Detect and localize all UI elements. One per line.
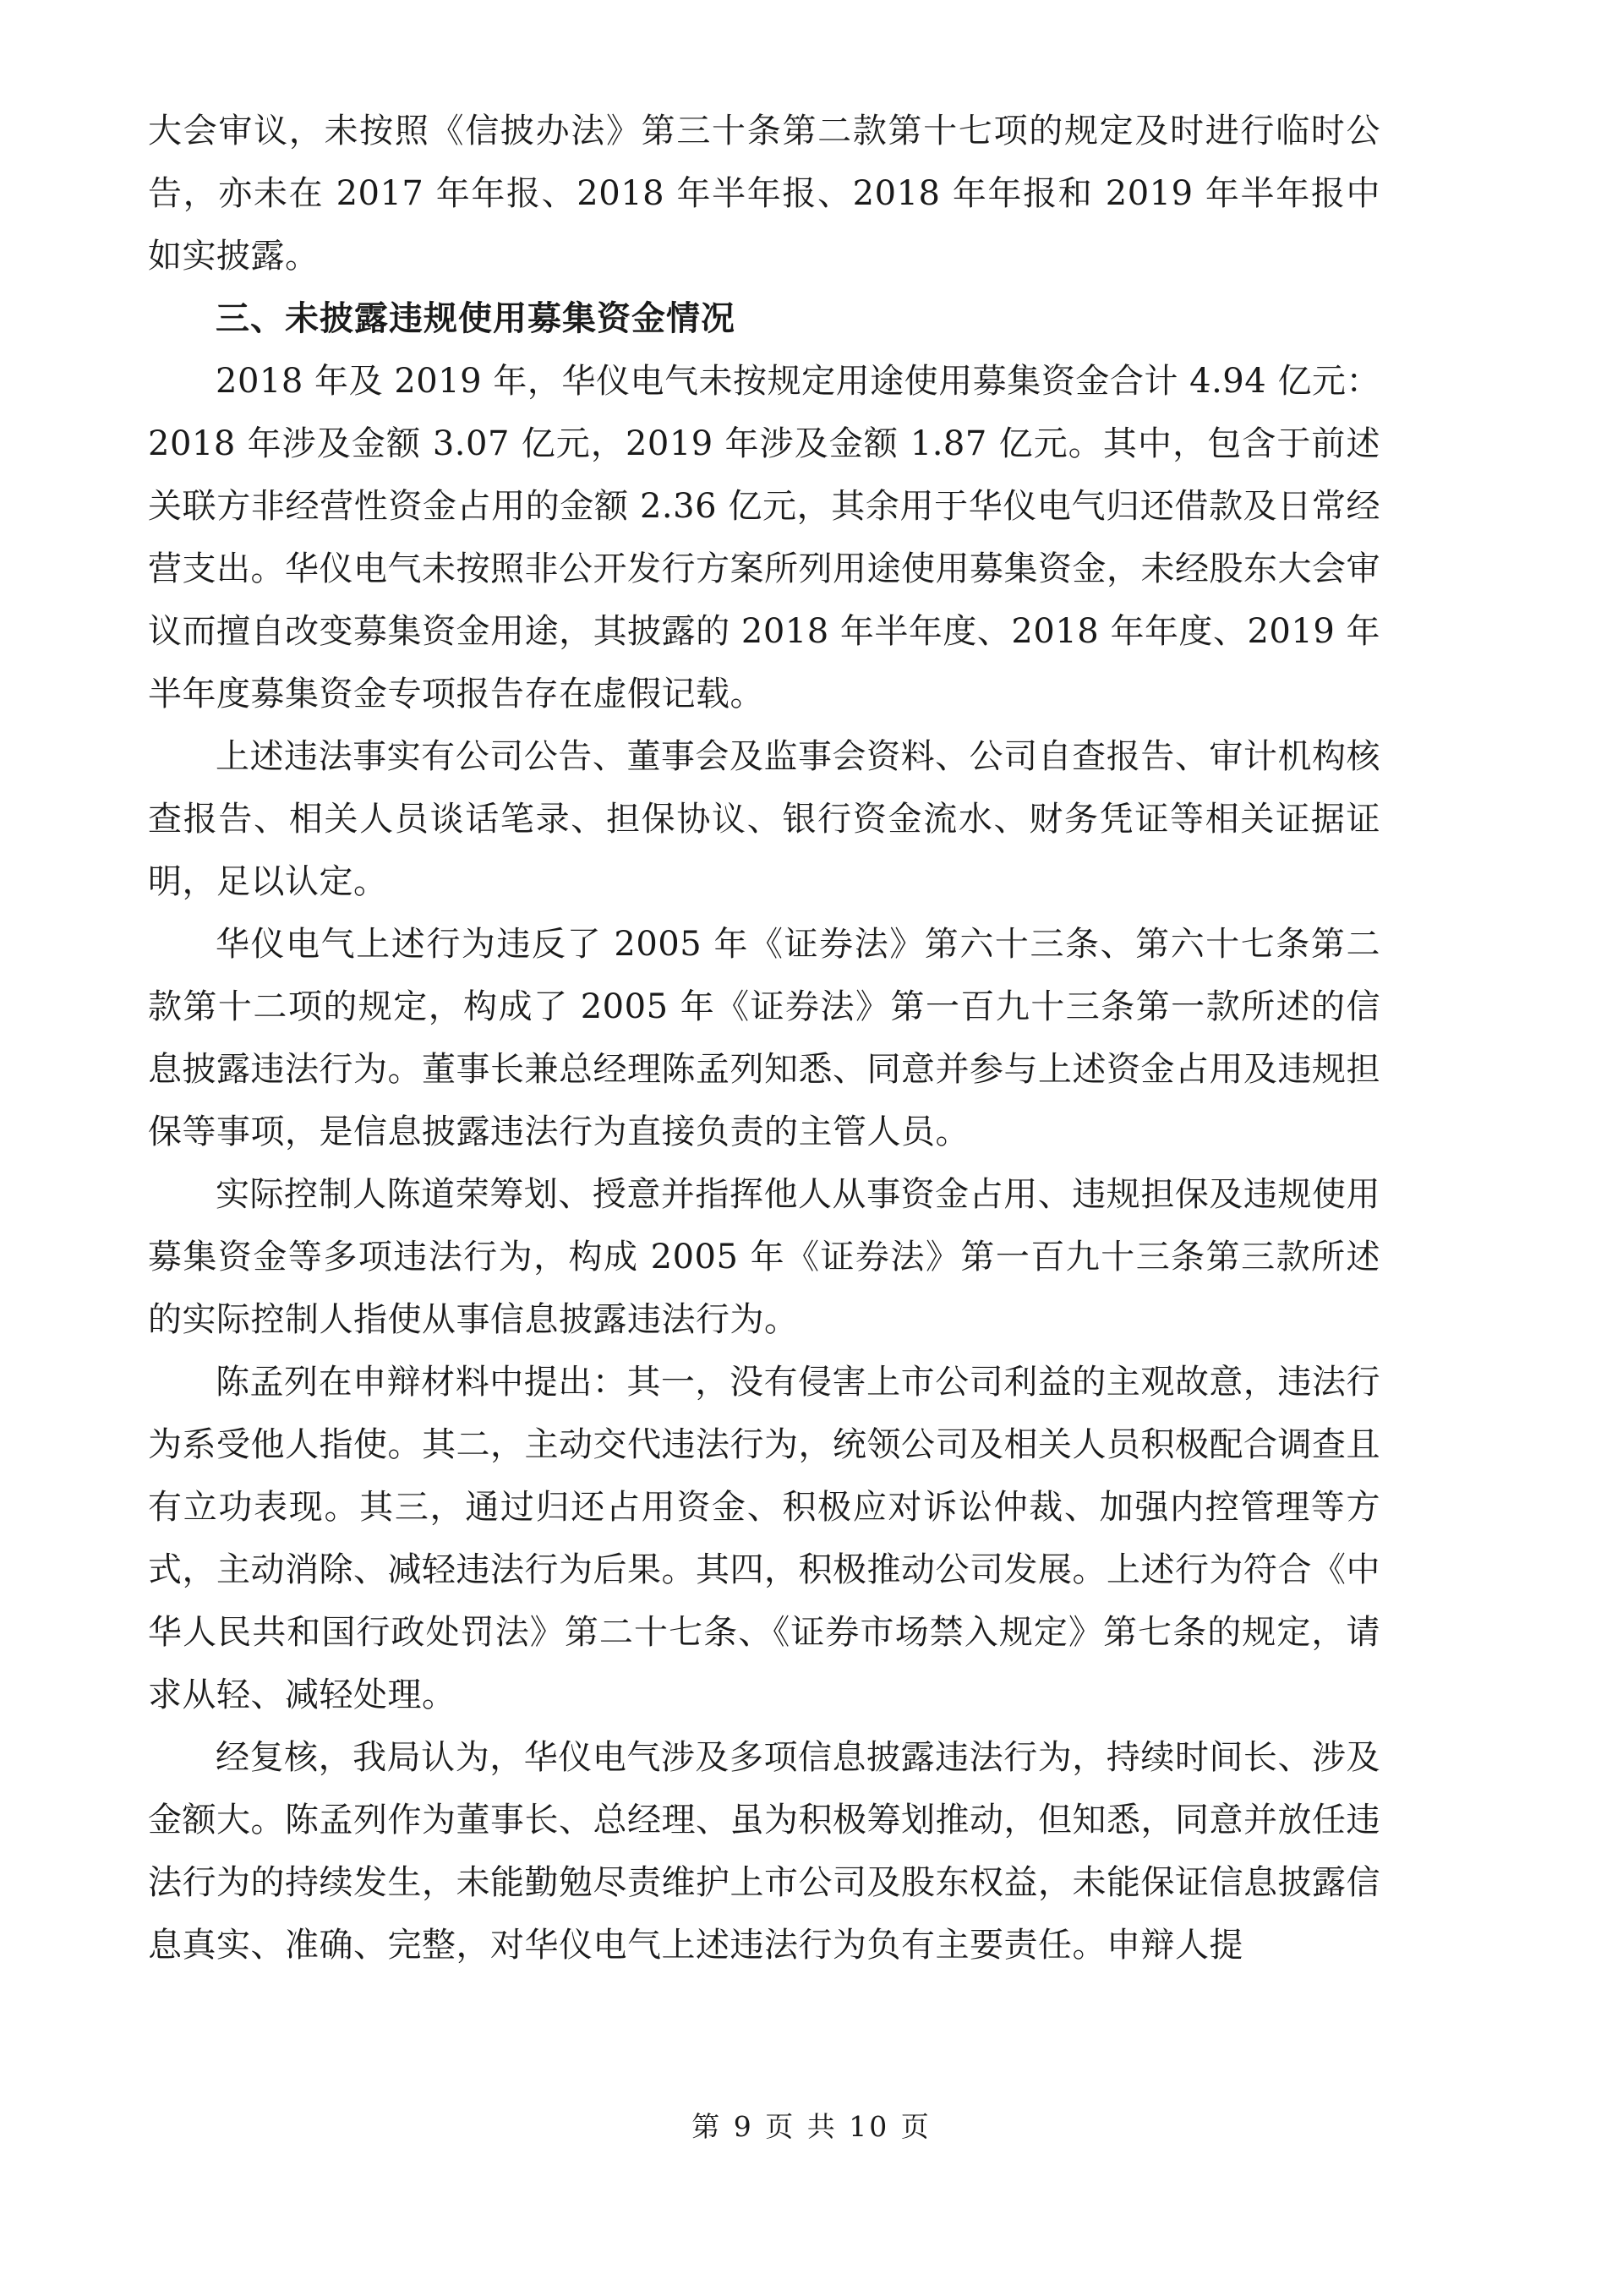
paragraph-continued: 大会审议，未按照《信披办法》第三十条第二款第十七项的规定及时进行临时公告，亦未在 2017 年年报、2018 年半年报、2018 年年报和 2019 年半年报中如实披露。 — [148, 112, 1380, 276]
page-footer: 第 9 页 共 10 页 — [691, 2110, 932, 2143]
paragraph-actual-controller: 实际控制人陈道荣筹划、授意并指挥他人从事资金占用、违规担保及违规使用募集资金等多项违法行为，构成 2005 年《证券法》第一百九十三条第三款所述的实际控制人指使从事信息披露违法行为。 — [148, 1175, 1380, 1339]
paragraph-defense-statement: 陈孟列在申辩材料中提出：其一，没有侵害上市公司利益的主观故意，违法行为系受他人指使。其二，主动交代违法行为，统领公司及相关人员积极配合调查且有立功表现。其三，通过归还占用资金、积极应对诉讼仲裁、加强内控管理等方式，主动消除、减轻违法行为后果。其四，积极推动公司发展。上述行为符合《中华人民共和国行政处罚法》第二十七条、《证券市场禁入规定》第七条的规定，请求从轻、减轻处理。 — [148, 1363, 1380, 1714]
paragraph-evidence: 上述违法事实有公司公告、董事会及监事会资料、公司自查报告、审计机构核查报告、相关人员谈话笔录、担保协议、银行资金流水、财务凭证等相关证据证明，足以认定。 — [148, 737, 1380, 901]
section-heading-three: 三、未披露违规使用募集资金情况 — [216, 298, 735, 338]
paragraph-misused-funds: 2018 年及 2019 年，华仪电气未按规定用途使用募集资金合计 4.94 亿元：2018 年涉及金额 3.07 亿元，2019 年涉及金额 1.87 亿元。其中，包含于前述关联方非经营性资金占用的金额 2.36 亿元，其余用于华仪电气归还借款及日常经营支出。华仪电气未按照非公开发行方案所列用途使用募集资金，未经股东大会审议而擅自改变募集资金用途，其披露的 2018 年半年度、2018 年年度、2019 年半年度募集资金专项报告存在虚假记载。 — [148, 362, 1380, 713]
paragraph-violation-finding: 华仪电气上述行为违反了 2005 年《证券法》第六十三条、第六十七条第二款第十二项的规定，构成了 2005 年《证券法》第一百九十三条第一款所述的信息披露违法行为。董事长兼总经理陈孟列知悉、同意并参与上述资金占用及违规担保等事项，是信息披露违法行为直接负责的主管人员。 — [148, 925, 1380, 1151]
document-body — [148, 100, 1380, 1976]
paragraph-review-conclusion: 经复核，我局认为，华仪电气涉及多项信息披露违法行为，持续时间长、涉及金额大。陈孟列作为董事长、总经理、虽为积极筹划推动，但知悉，同意并放任违法行为的持续发生，未能勤勉尽责维护上市公司及股东权益，未能保证信息披露信息真实、准确、完整，对华仪电气上述违法行为负有主要责任。申辩人提 — [148, 1738, 1380, 1965]
